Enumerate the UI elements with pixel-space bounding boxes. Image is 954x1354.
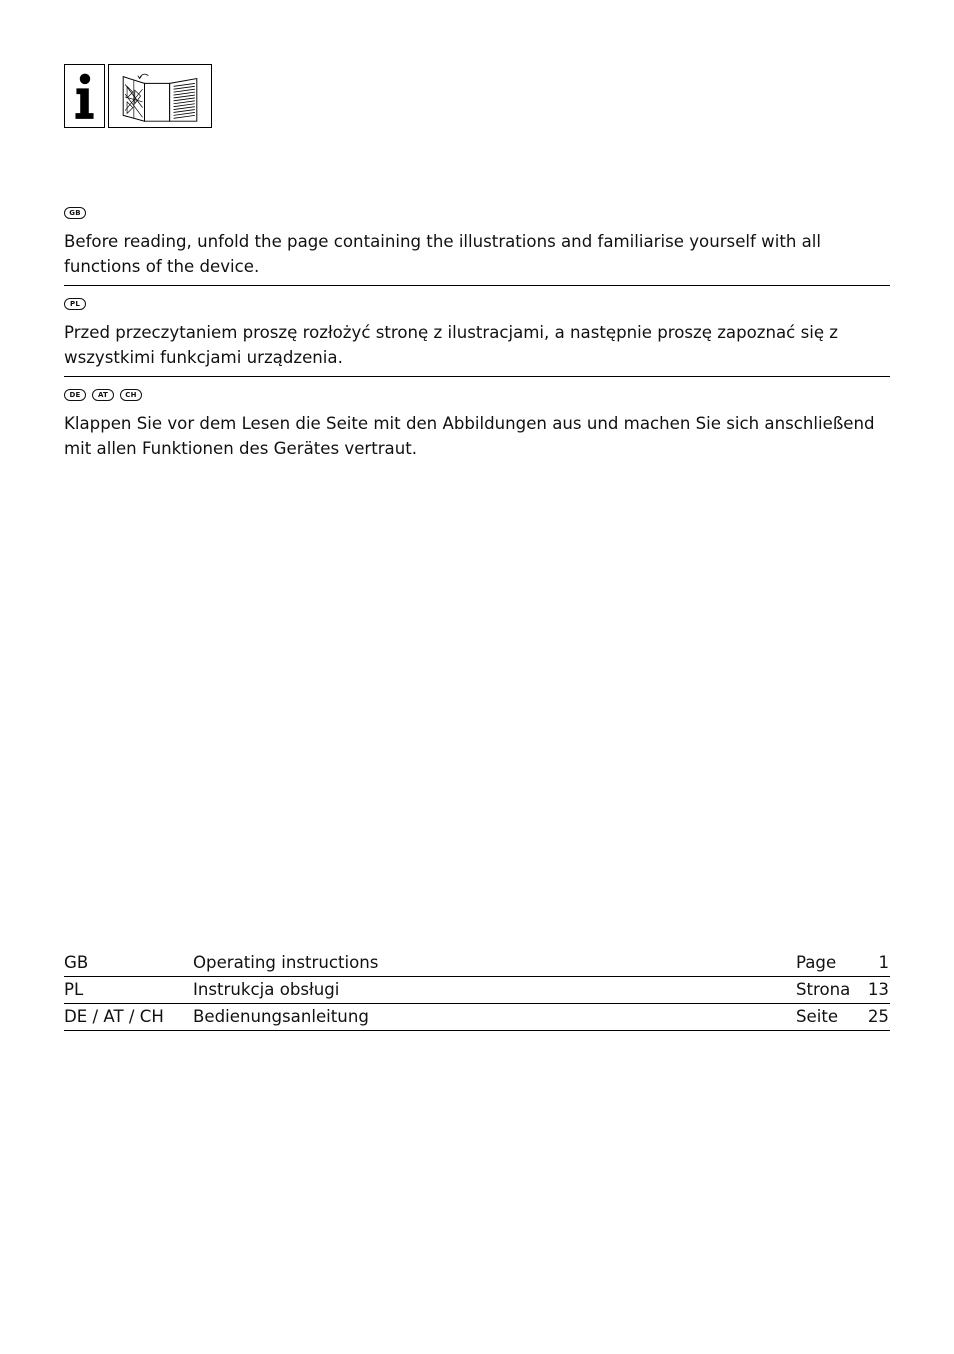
de-at-ch-country-badges bbox=[64, 389, 890, 403]
toc-page-label: Page bbox=[796, 953, 837, 972]
pl-country-badges bbox=[64, 298, 890, 312]
toc-language-code: GB bbox=[64, 953, 89, 972]
country-badge: GB bbox=[64, 207, 86, 219]
section-divider bbox=[64, 285, 890, 286]
toc-language-code: PL bbox=[64, 980, 84, 999]
toc-row-pl[interactable] bbox=[64, 977, 890, 1004]
country-badge: AT bbox=[92, 389, 114, 401]
section-divider bbox=[64, 376, 890, 377]
toc-title: Instrukcja obsługi bbox=[193, 980, 340, 999]
toc-page-label: Seite bbox=[796, 1007, 839, 1026]
country-badge: DE bbox=[64, 389, 86, 401]
gb-instruction-text: Before reading, unfold the page containing the illustrations and familiarise yourself with all functions of the device. bbox=[64, 232, 822, 276]
pl-instruction-text: Przed przeczytaniem proszę rozłożyć stronę z ilustracjami, a następnie proszę zapoznać się z wszystkimi funkcjami urządzenia. bbox=[64, 323, 839, 367]
info-icon bbox=[64, 64, 105, 128]
country-badge: CH bbox=[120, 389, 142, 401]
toc-row-de-at-ch[interactable] bbox=[64, 1004, 890, 1031]
fold-out-pages-icon bbox=[108, 64, 212, 128]
toc-language-code: DE / AT / CH bbox=[64, 1007, 164, 1026]
toc-page-label: Strona bbox=[796, 980, 851, 999]
table-of-contents bbox=[64, 950, 890, 1031]
toc-title: Bedienungsanleitung bbox=[193, 1007, 369, 1026]
gb-section bbox=[64, 207, 890, 279]
pl-section bbox=[64, 298, 890, 370]
country-badge: PL bbox=[64, 298, 86, 310]
toc-row-gb[interactable] bbox=[64, 950, 890, 977]
de-at-ch-section bbox=[64, 389, 890, 461]
gb-country-badges bbox=[64, 207, 890, 221]
toc-page-number: 25 bbox=[867, 1007, 889, 1026]
de-instruction-text: Klappen Sie vor dem Lesen die Seite mit den Abbildungen aus und machen Sie sich anschließend mit allen Funktionen des Gerätes vertraut. bbox=[64, 414, 875, 458]
toc-page-number: 13 bbox=[867, 980, 889, 999]
toc-page-number: 1 bbox=[878, 953, 889, 972]
toc-title: Operating instructions bbox=[193, 953, 379, 972]
